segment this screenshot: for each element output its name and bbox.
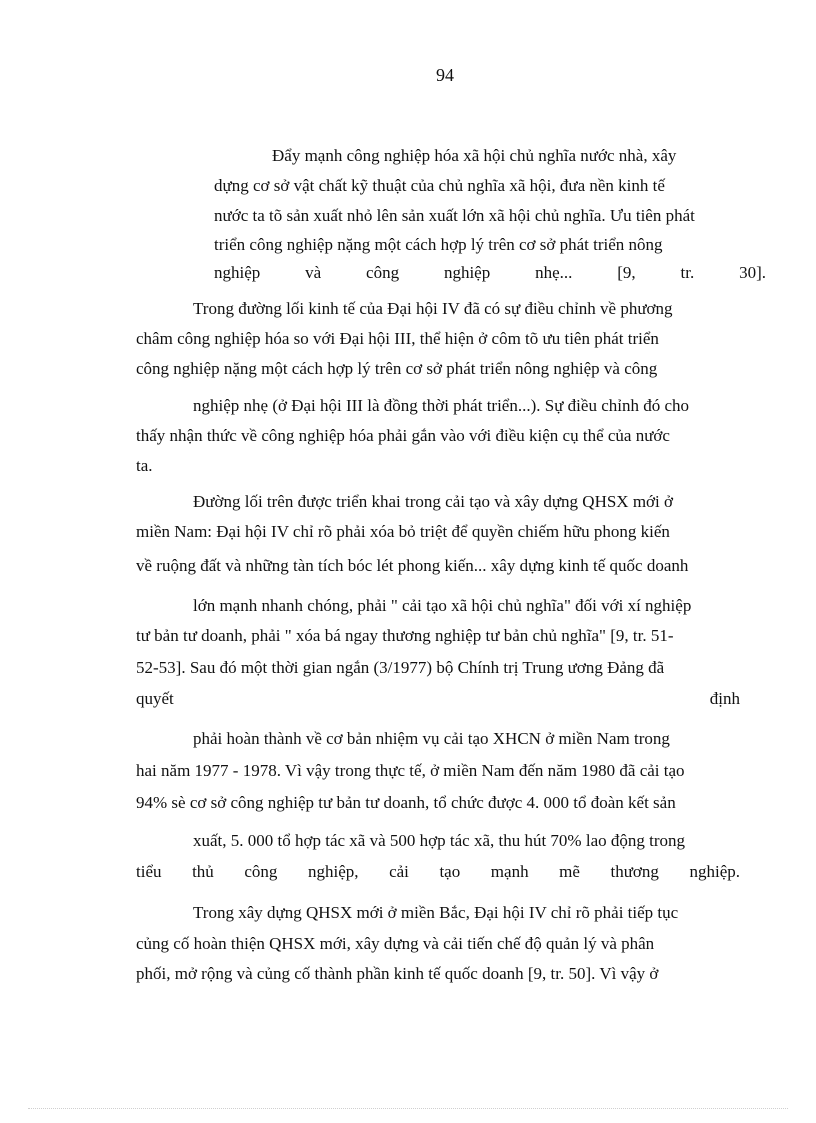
body-line: củng cố hoàn thiện QHSX mới, xây dựng và cải tiến chế độ quản lý và phân xyxy=(136,934,655,953)
body-line: ta. xyxy=(136,456,153,475)
body-line: 52-53]. Sau đó một thời gian ngắn (3/1977) bộ Chính trị Trung ương Đảng đã xyxy=(136,658,665,677)
body-line: thấy nhận thức về công nghiệp hóa phải gắn vào với điều kiện cụ thể của nước xyxy=(136,426,670,445)
quote-line: Đẩy mạnh công nghiệp hóa xã hội chủ nghĩa nước nhà, xây xyxy=(272,146,677,165)
body-line: 94% sè cơ sở công nghiệp tư bản tư doanh, tổ chức được 4. 000 tổ đoàn kết sản xyxy=(136,793,676,812)
body-line: phải hoàn thành về cơ bản nhiệm vụ cải tạo XHCN ở miền Nam trong xyxy=(193,729,670,748)
body-line: về ruộng đất và những tàn tích bóc lét phong kiến... xây dựng kinh tế quốc doanh xyxy=(136,556,689,575)
body-line: châm công nghiệp hóa so với Đại hội III, thể hiện ở côm tõ ưu tiên phát triển xyxy=(136,329,659,348)
page-bottom-rule xyxy=(28,1108,788,1109)
body-line: tiểu thủ công nghiệp, cải tạo mạnh mẽ thương nghiệp. xyxy=(136,862,740,881)
body-line: xuất, 5. 000 tổ hợp tác xã và 500 hợp tác xã, thu hút 70% lao động trong xyxy=(193,831,685,850)
body-line: quyết định xyxy=(136,689,740,708)
page-number: 94 xyxy=(436,65,454,85)
body-line: Đường lối trên được triển khai trong cải tạo và xây dựng QHSX mới ở xyxy=(193,492,674,511)
body-line: hai năm 1977 - 1978. Vì vậy trong thực tế, ở miền Nam đến năm 1980 đã cải tạo xyxy=(136,761,685,780)
body-line: nghiệp nhẹ (ở Đại hội III là đồng thời phát triển...). Sự điều chỉnh đó cho xyxy=(193,396,690,415)
body-line: miền Nam: Đại hội IV chỉ rõ phải xóa bỏ triệt để quyền chiếm hữu phong kiến xyxy=(136,522,670,541)
body-line: Trong xây dựng QHSX mới ở miền Bắc, Đại hội IV chỉ rõ phải tiếp tục xyxy=(193,903,679,922)
body-line: tư bản tư doanh, phải " xóa bá ngay thương nghiệp tư bản chủ nghĩa" [9, tr. 51- xyxy=(136,626,674,645)
quote-line: dựng cơ sở vật chất kỹ thuật của chủ nghĩa xã hội, đưa nền kinh tế xyxy=(214,176,665,195)
body-line: công nghiệp nặng một cách hợp lý trên cơ sở phát triển nông nghiệp và công xyxy=(136,359,658,378)
quote-line: nghiệp và công nghiệp nhẹ... [9, tr. 30]. xyxy=(214,263,766,282)
body-line: phối, mở rộng và củng cố thành phần kinh tế quốc doanh [9, tr. 50]. Vì vậy ở xyxy=(136,964,659,983)
quote-line: nước ta tõ sản xuất nhỏ lên sản xuất lớn xã hội chủ nghĩa. Ưu tiên phát xyxy=(214,206,695,225)
body-line: lớn mạnh nhanh chóng, phải " cải tạo xã hội chủ nghĩa" đối với xí nghiệp xyxy=(193,596,692,615)
body-line: Trong đường lối kinh tế của Đại hội IV đã có sự điều chỉnh về phương xyxy=(193,299,673,318)
quote-line: triển công nghiệp nặng một cách hợp lý trên cơ sở phát triển nông xyxy=(214,235,663,254)
